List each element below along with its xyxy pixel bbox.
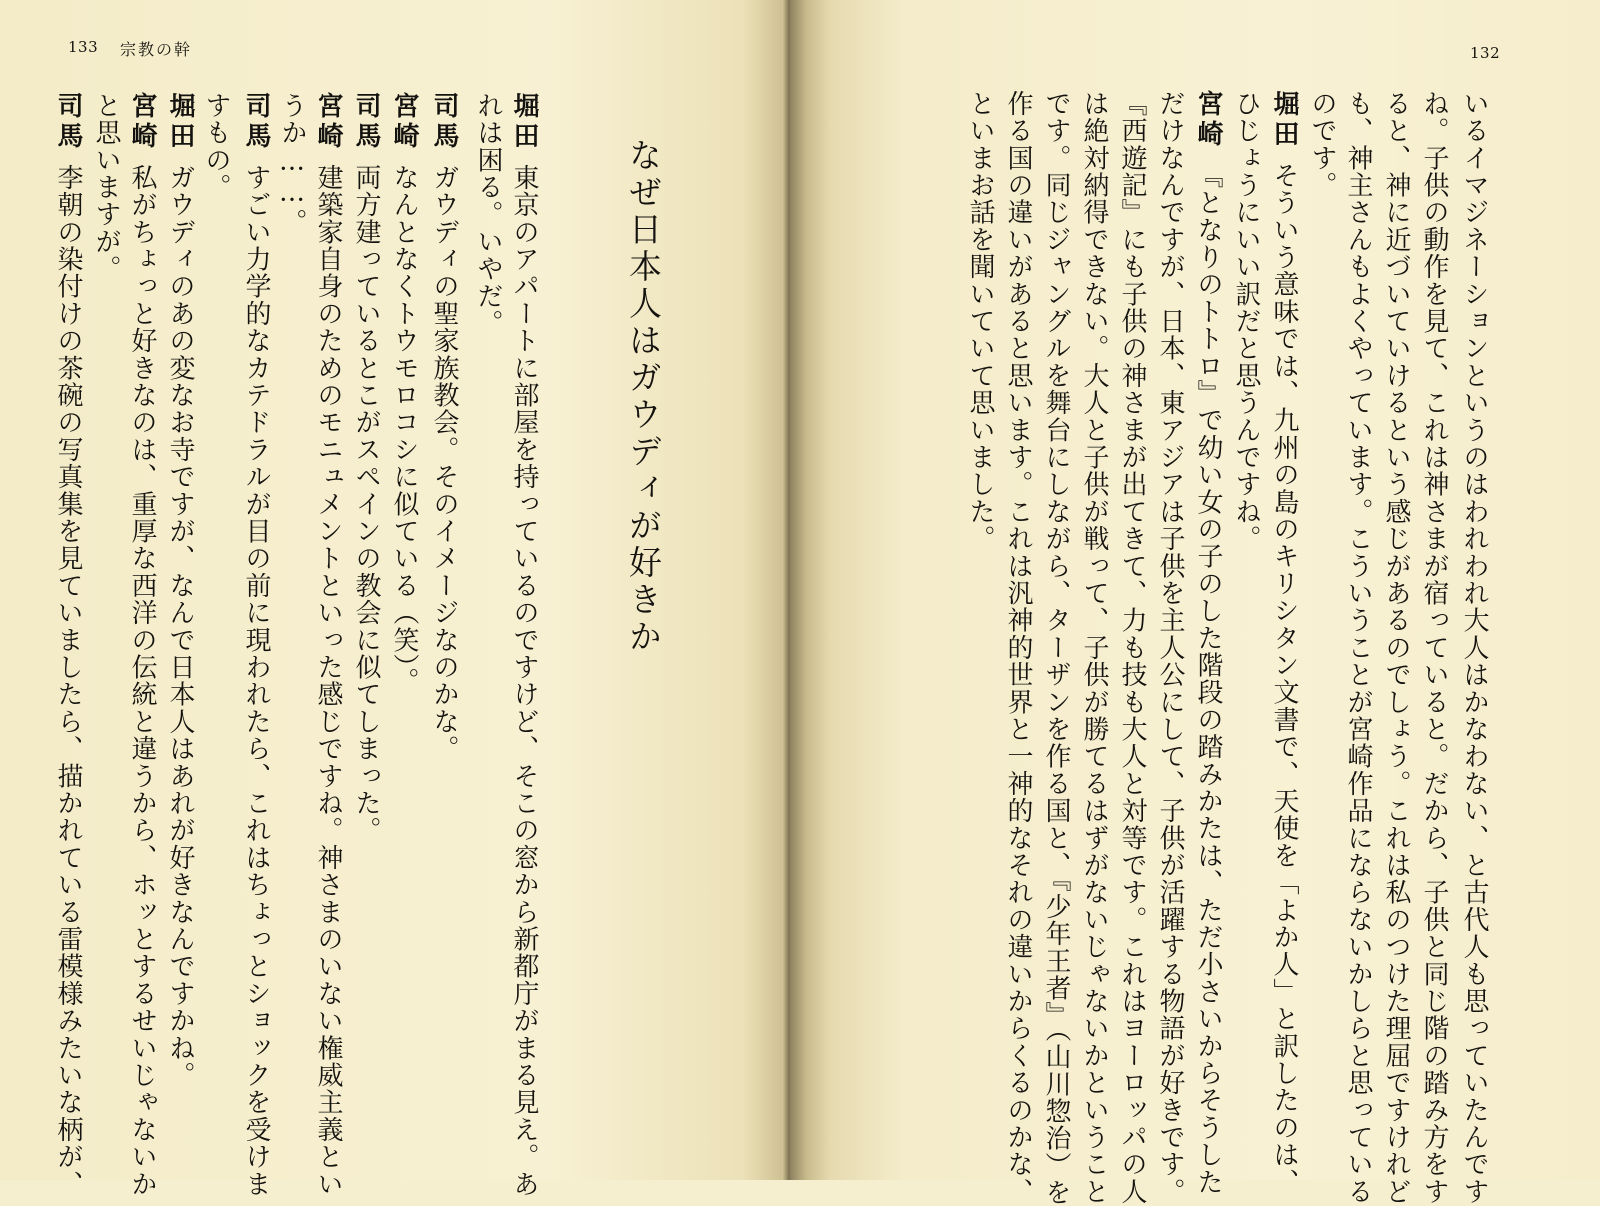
speaker-label: 司馬 (241, 92, 271, 152)
speaker-label: 堀田 (165, 92, 195, 152)
speaker-label: 宮崎 (127, 92, 157, 152)
body-text: 私がちょっと好きなのは、重厚な西洋の伝統と違うから、ホッとするせいじゃないか (127, 164, 157, 1198)
body-text: は絶対納得できない。大人と子供が戦って、子供が勝てるはずがないじゃないかということ (1079, 90, 1109, 1206)
body-text: 李朝の染付けの茶碗の写真集を見ていましたら、描かれている雷模様みたいな柄が、 (53, 164, 83, 1198)
body-text: れは困る。いやだ。 (473, 92, 503, 337)
left-column-4 (388, 92, 420, 695)
left-column-9 (200, 92, 232, 201)
left-column-11 (126, 92, 158, 1198)
body-text: うか……。 (277, 92, 307, 236)
right-column-9 (1154, 90, 1186, 1205)
body-text: 両方建っているとこがスペインの教会に似てしまった。 (351, 164, 381, 844)
right-column-5 (1306, 90, 1338, 199)
speaker-label: 宮崎 (1193, 90, 1223, 150)
right-column-6 (1268, 90, 1300, 1196)
body-text: と思いますが。 (91, 92, 121, 283)
left-column-1 (508, 92, 540, 1198)
right-column-3 (1380, 90, 1412, 1205)
left-column-2 (472, 92, 504, 337)
body-text: ると、神に近づいていけるという感じがあるのでしょう。これは私のつけた理屈ですけれど (1381, 90, 1411, 1206)
page-number-left: 133 (68, 38, 99, 56)
section-heading: なぜ日本人はガウディが好きか (624, 138, 663, 656)
speaker-label: 堀田 (509, 92, 539, 152)
body-text: なんとなくトウモロコシに似ている（笑）。 (389, 164, 419, 695)
body-text: 作る国の違いがあると思います。これは汎神的世界と一神的なそれの違いからくるのかな、 (1003, 90, 1033, 1206)
body-text: ガウディのあの変なお寺ですが、なんで日本人はあれが好きなんですかね。 (165, 164, 195, 1089)
right-column-12 (1040, 90, 1072, 1206)
body-text: 東京のアパートに部屋を持っているのですけど、そこの窓から新都庁がまる見え。あ (509, 164, 539, 1198)
body-text: ガウディの聖家族教会。そのイメージなのかな。 (429, 164, 459, 763)
left-page (0, 0, 790, 1198)
body-text: すごい力学的なカテドラルが目の前に現われたら、これはちょっとショックを受けま (241, 164, 271, 1198)
body-text: いるイマジネーションというのはわれわれ大人はかなわない、と古代人も思っていたんです (1459, 90, 1489, 1206)
speaker-label: 堀田 (1269, 90, 1299, 150)
left-column-10 (164, 92, 196, 1089)
left-column-7 (276, 92, 308, 236)
left-column-5 (350, 92, 382, 844)
body-text: すもの。 (201, 92, 231, 201)
body-text: といまお話を聞いていて思いました。 (965, 90, 995, 553)
right-column-13 (1002, 90, 1034, 1205)
speaker-label: 宮崎 (313, 92, 343, 152)
right-page (790, 0, 1600, 1206)
left-column-8 (240, 92, 272, 1198)
speaker-label: 司馬 (53, 92, 83, 152)
body-text: ね。子供の動作を見て、これは神さまが宿っていると。だから、子供と同じ階の踏み方をす (1419, 90, 1449, 1206)
body-text: のです。 (1307, 90, 1337, 199)
body-text: 『となりのトトロ』で幼い女の子のした階段の踏みかたは、ただ小さいからそうした (1193, 162, 1223, 1196)
right-column-7 (1230, 90, 1262, 552)
page-number-right: 132 (1470, 44, 1501, 62)
left-column-6 (312, 92, 344, 1198)
body-text: だけなんですが、日本、東アジアは子供を主人公にして、子供が活躍する物語が好きです。 (1155, 90, 1185, 1206)
right-column-1 (1458, 90, 1490, 1205)
right-column-14 (964, 90, 996, 552)
right-column-11 (1078, 90, 1110, 1205)
left-column-13 (52, 92, 84, 1198)
left-column-12 (90, 92, 122, 282)
speaker-label: 宮崎 (389, 92, 419, 152)
right-column-2 (1418, 90, 1450, 1205)
body-text: 『西遊記』にも子供の神さまが出てきて、力も技も大人と対等です。これはヨーロッパの人 (1117, 90, 1147, 1206)
speaker-label: 司馬 (429, 92, 459, 152)
speaker-label: 司馬 (351, 92, 381, 152)
body-text: ひじょうにいい訳だと思うんですね。 (1231, 90, 1261, 553)
right-column-4 (1342, 90, 1374, 1205)
body-text: そういう意味では、九州の島のキリシタン文書で、天使を「よか人」と訳したのは、 (1269, 162, 1299, 1196)
right-column-8 (1192, 90, 1224, 1196)
body-text: も、神主さんもよくやっています。こういうことが宮崎作品にならないかしらと思っている (1343, 90, 1373, 1206)
left-column-3 (428, 92, 460, 762)
running-title: 宗教の幹 (120, 40, 193, 59)
body-text: です。同じジャングルを舞台にしながら、ターザンを作る国と、『少年王者』（山川惣治）を (1041, 90, 1071, 1206)
body-text: 建築家自身のためのモニュメントといった感じですね。神さまのいない権威主義とい (313, 164, 343, 1198)
right-column-10 (1116, 90, 1148, 1205)
